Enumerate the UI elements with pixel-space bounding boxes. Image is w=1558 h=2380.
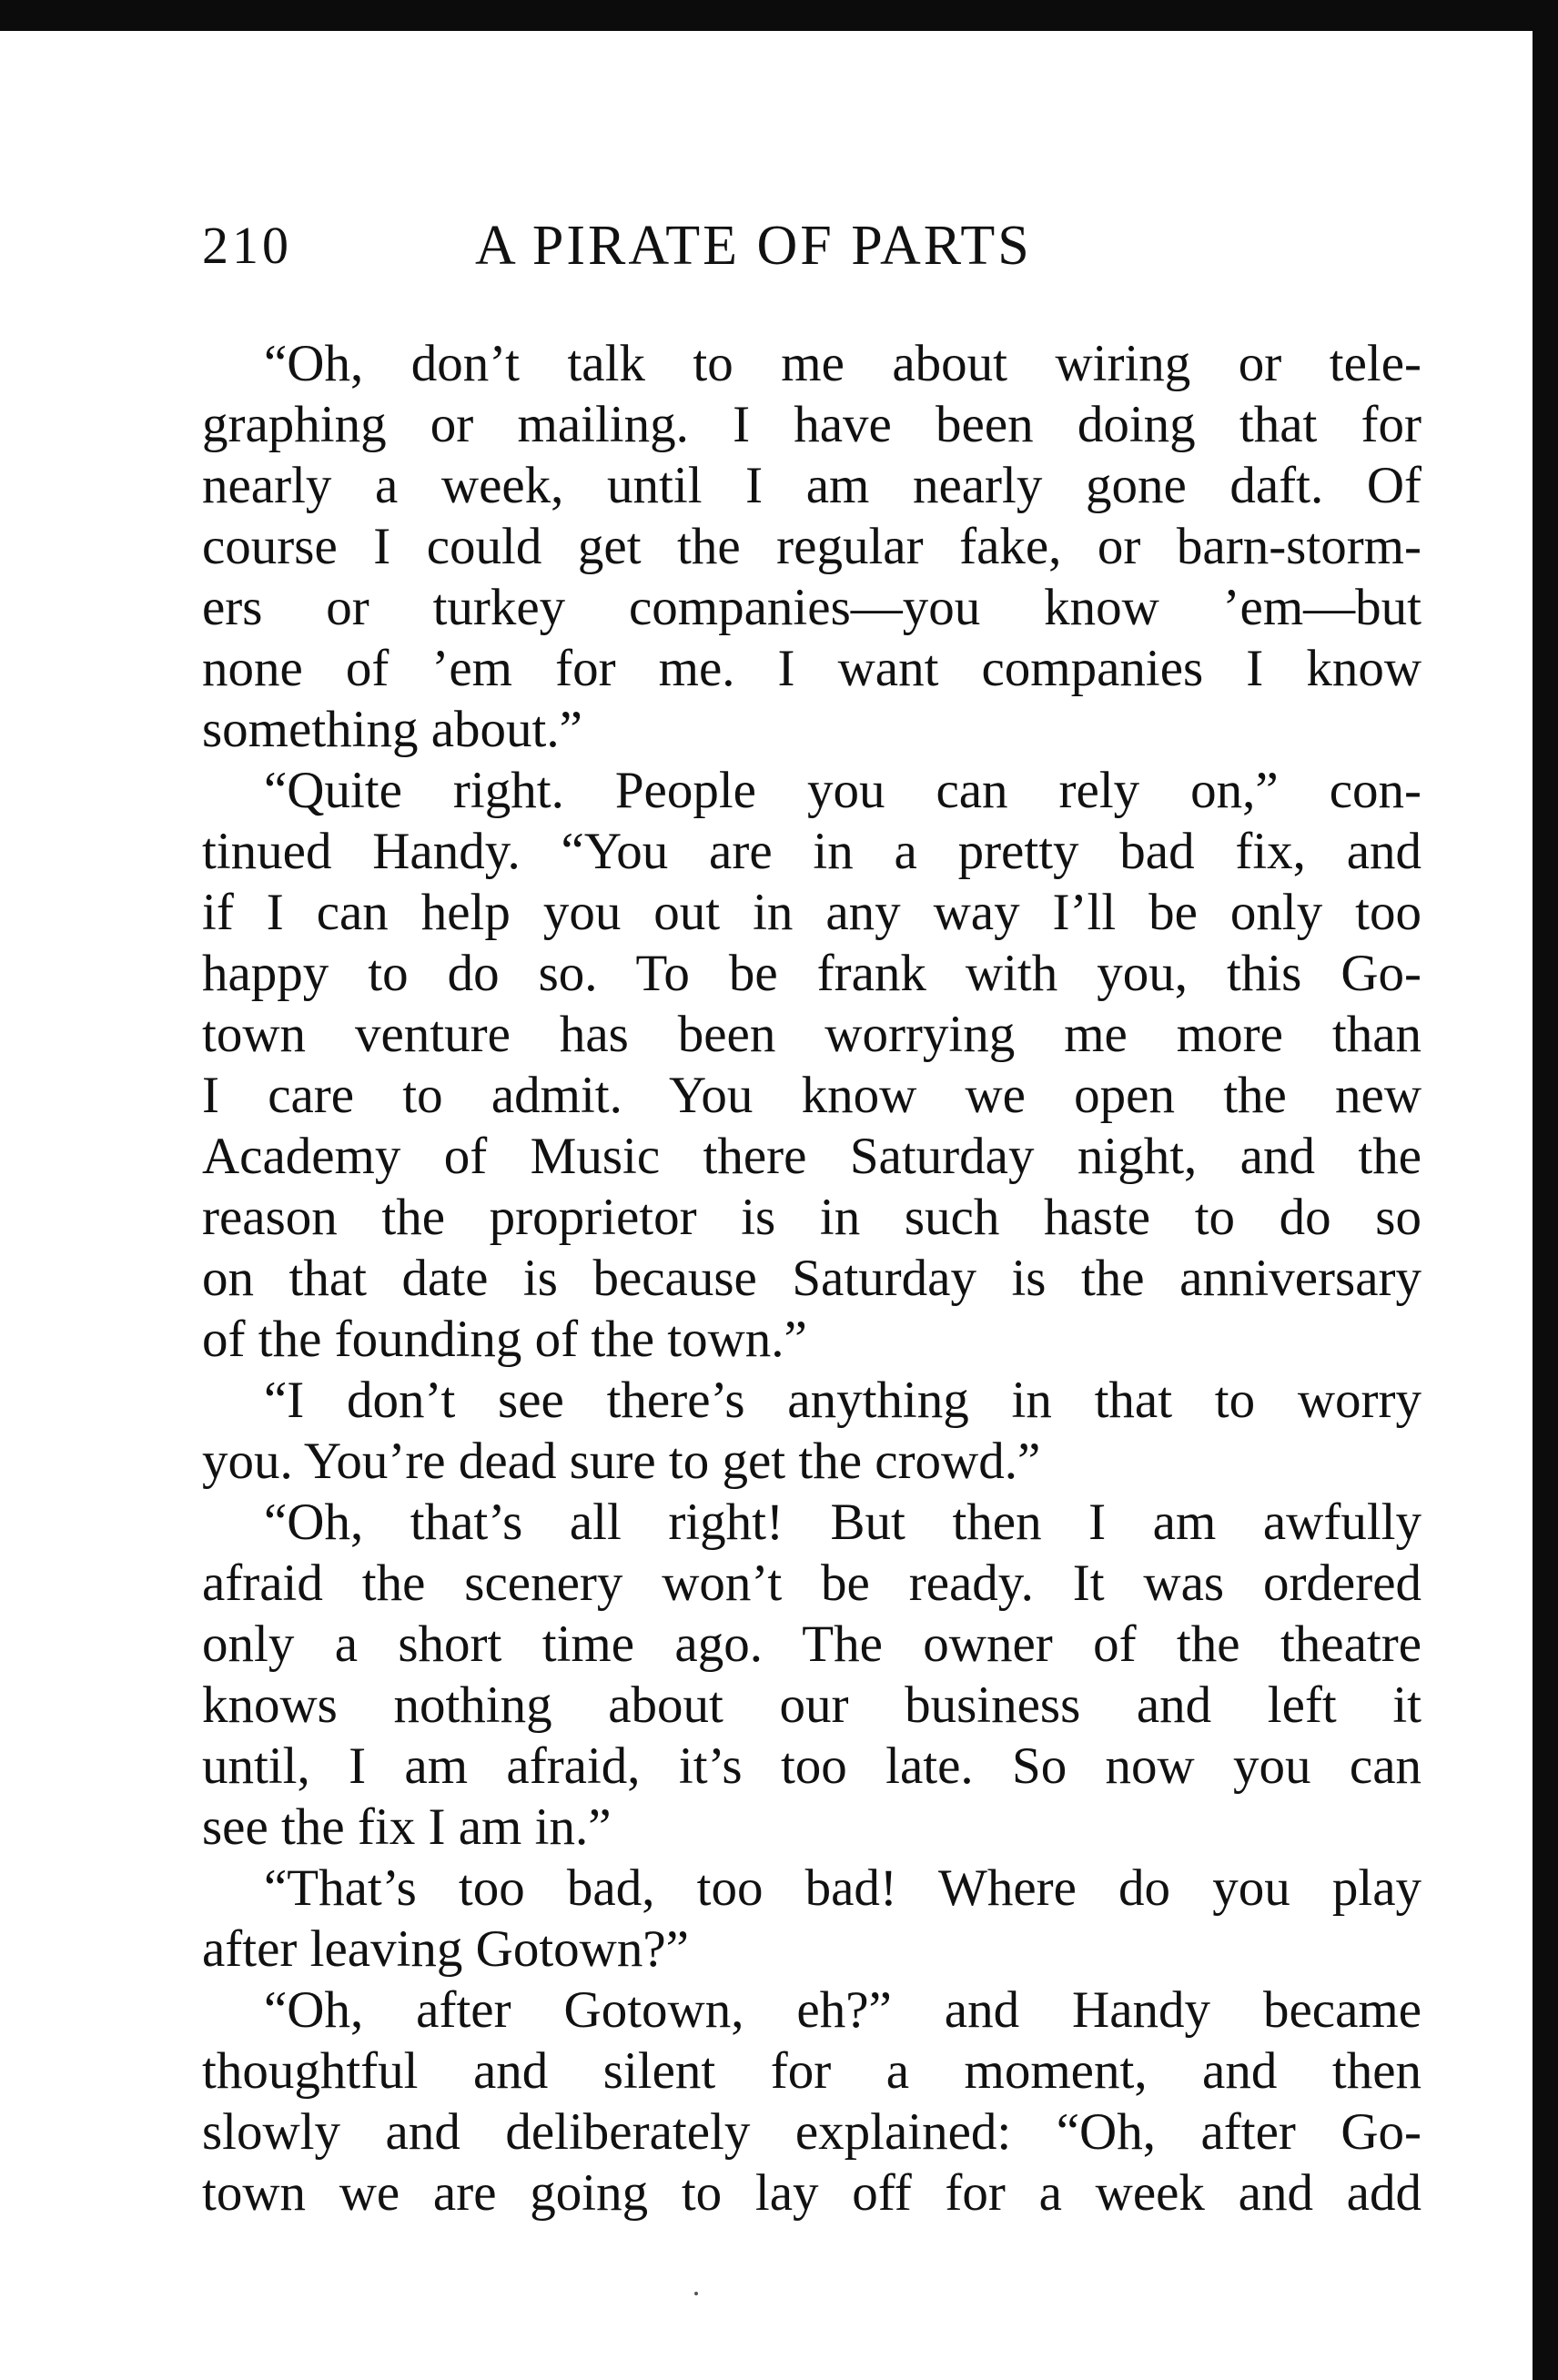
text-line: after leaving Gotown?” [202, 1920, 689, 1978]
text-line: nearly a week, until I am nearly gone daft. Of [202, 457, 1421, 514]
text-line: “Oh, don’t talk to me about wiring or tele- [264, 335, 1421, 392]
text-line: thoughtful and silent for a moment, and then [202, 2042, 1421, 2100]
running-title: A PIRATE OF PARTS [475, 215, 1032, 277]
text-line: town venture has been worrying me more than [202, 1006, 1421, 1063]
text-line: “Oh, after Gotown, eh?” and Handy became [264, 1981, 1421, 2039]
text-line: ers or turkey companies—you know ’em—but [202, 579, 1421, 636]
text-line: afraid the scenery won’t be ready. It was ordered [202, 1555, 1421, 1612]
text-line: town we are going to lay off for a week and add [202, 2164, 1421, 2222]
text-line: until, I am afraid, it’s too late. So now you can [202, 1737, 1421, 1795]
text-line: something about.” [202, 701, 582, 758]
text-line: “Oh, that’s all right! But then I am awfully [264, 1494, 1421, 1551]
text-line: on that date is because Saturday is the anniversary [202, 1250, 1421, 1307]
text-line: knows nothing about our business and left it [202, 1676, 1421, 1734]
text-line: only a short time ago. The owner of the theatre [202, 1615, 1421, 1673]
text-line: slowly and deliberately explained: “Oh, after Go- [202, 2103, 1421, 2161]
text-line: tinued Handy. “You are in a pretty bad fix, and [202, 823, 1421, 880]
text-line: see the fix I am in.” [202, 1798, 612, 1856]
text-line: none of ’em for me. I want companies I know [202, 640, 1421, 697]
text-line: of the founding of the town.” [202, 1311, 807, 1368]
running-head [202, 205, 1421, 287]
text-line: “I don’t see there’s anything in that to worry [264, 1372, 1421, 1429]
text-line: Academy of Music there Saturday night, and the [202, 1128, 1421, 1185]
right-border-rule [1533, 0, 1558, 2380]
top-border-rule [0, 0, 1558, 31]
text-line: “That’s too bad, too bad! Where do you play [264, 1859, 1421, 1917]
page-number: 210 [202, 216, 292, 275]
text-line: “Quite right. People you can rely on,” con- [264, 762, 1421, 819]
text-line: course I could get the regular fake, or barn-storm- [202, 518, 1421, 575]
text-line: happy to do so. To be frank with you, this Go- [202, 945, 1421, 1002]
text-line: if I can help you out in any way I’ll be only too [202, 884, 1421, 941]
text-line: you. You’re dead sure to get the crowd.” [202, 1433, 1041, 1490]
text-line: graphing or mailing. I have been doing that for [202, 396, 1421, 453]
body-text [202, 333, 1421, 2223]
text-line: reason the proprietor is in such haste to do so [202, 1189, 1421, 1246]
text-line: I care to admit. You know we open the new [202, 1067, 1421, 1124]
print-speck [694, 2292, 698, 2295]
